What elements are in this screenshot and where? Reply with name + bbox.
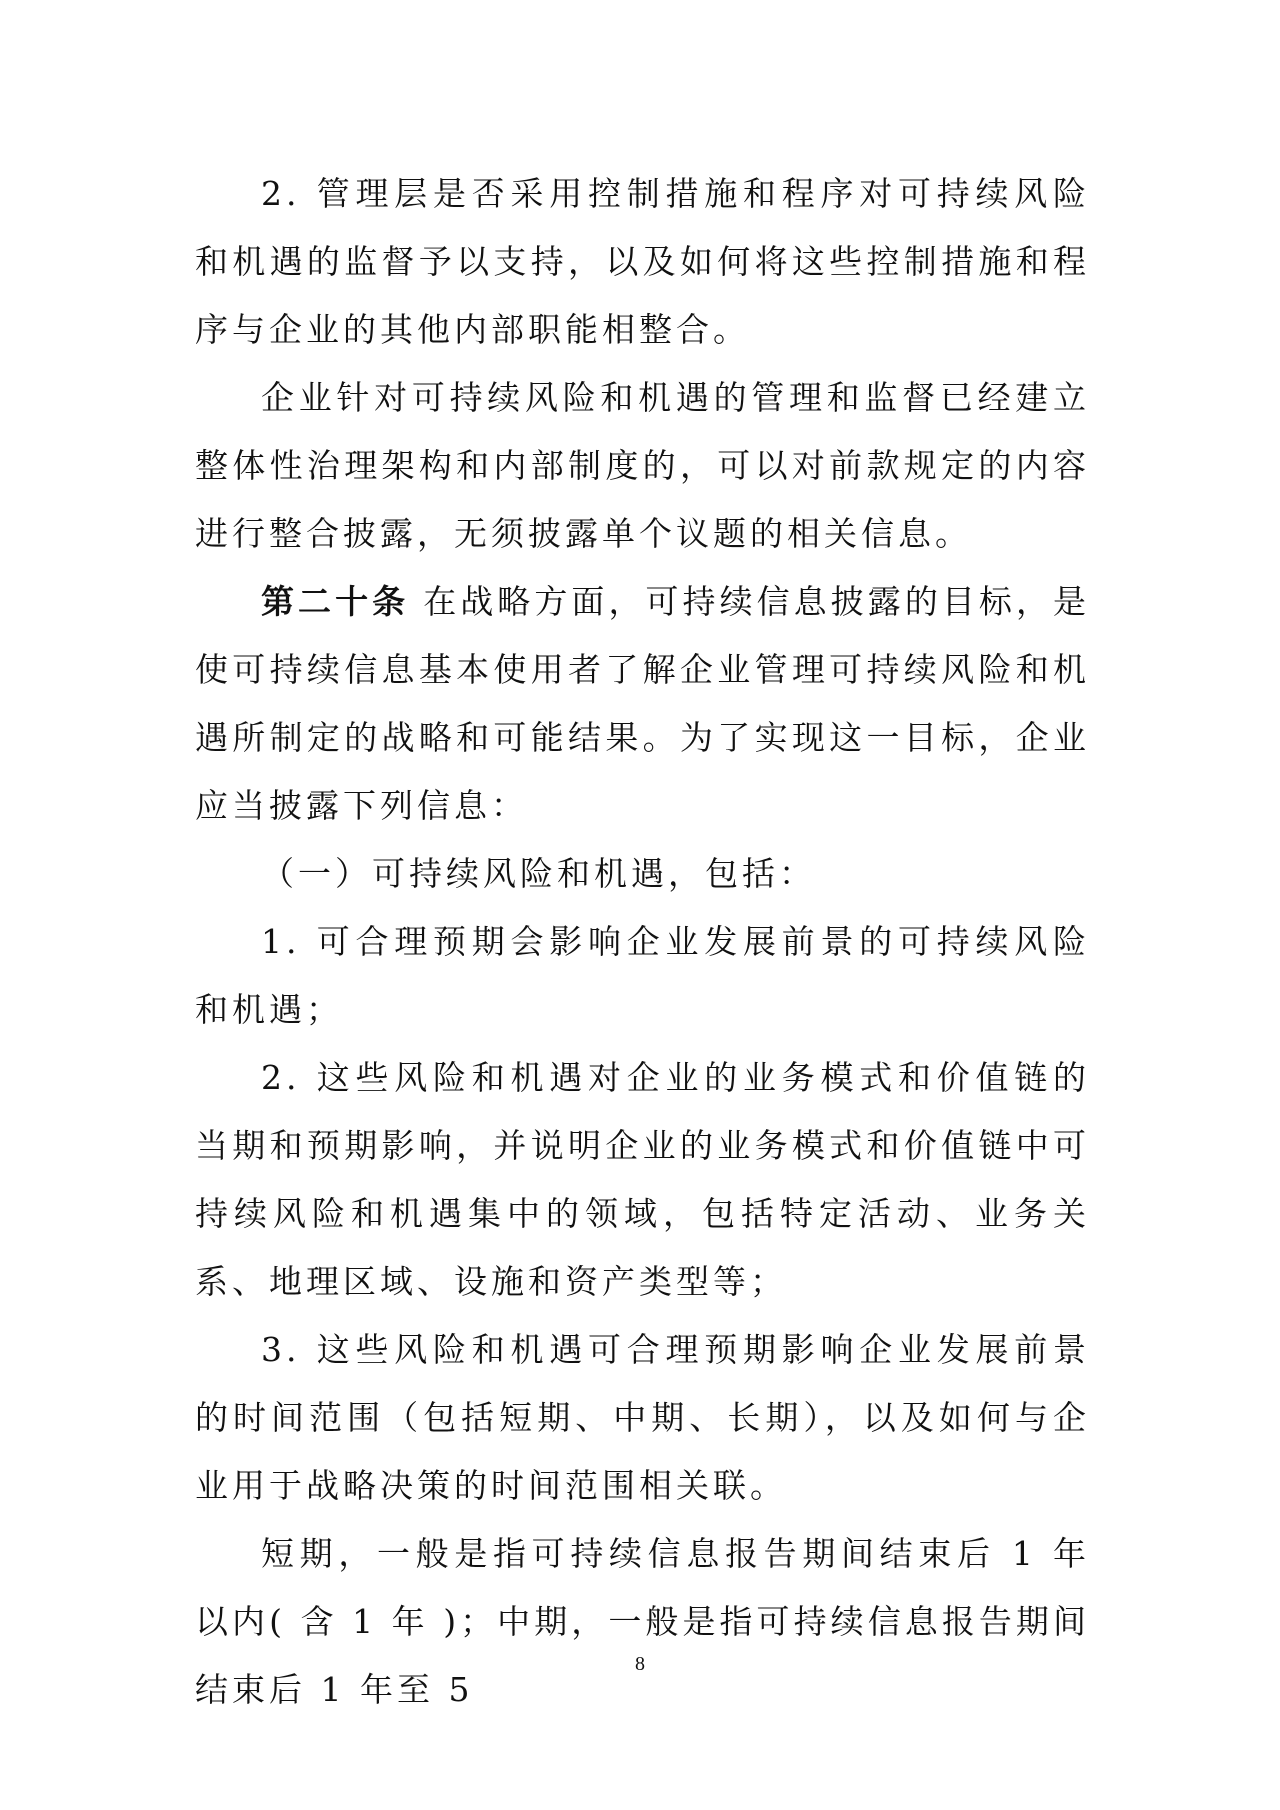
paragraph-5: 1. 可合理预期会影响企业发展前景的可持续风险和机遇； xyxy=(195,922,1090,1029)
paragraph-2: 企业针对可持续风险和机遇的管理和监督已经建立整体性治理架构和内部制度的，可以对前款规定的内容进行整合披露，无须披露单个议题的相关信息。 xyxy=(195,378,1090,553)
page-number: 8 xyxy=(635,1653,645,1675)
paragraph-6: 2. 这些风险和机遇对企业的业务模式和价值链的当期和预期影响，并说明企业的业务模式和价值链中可持续风险和机遇集中的领域，包括特定活动、业务关系、地理区域、设施和资产类型等； xyxy=(195,1058,1090,1301)
paragraph-3: 第二十条 在战略方面，可持续信息披露的目标，是使可持续信息基本使用者了解企业管理可持续风险和机遇所制定的战略和可能结果。为了实现这一目标，企业应当披露下列信息： xyxy=(195,582,1091,825)
document-body xyxy=(195,160,1090,1724)
paragraph-7: 3. 这些风险和机遇可合理预期影响企业发展前景的时间范围（包括短期、中期、长期），以及如何与企业用于战略决策的时间范围相关联。 xyxy=(195,1330,1090,1505)
paragraph-8: 短期，一般是指可持续信息报告期间结束后 1 年以内( 含 1 年 )；中期，一般是指可持续信息报告期间结束后 1 年至 5 xyxy=(195,1534,1090,1709)
paragraph-4: （一）可持续风险和机遇，包括： xyxy=(261,854,816,893)
article-number: 第二十条 xyxy=(261,582,410,621)
paragraph-1: 2. 管理层是否采用控制措施和程序对可持续风险和机遇的监督予以支持，以及如何将这些控制措施和程序与企业的其他内部职能相整合。 xyxy=(195,174,1090,349)
